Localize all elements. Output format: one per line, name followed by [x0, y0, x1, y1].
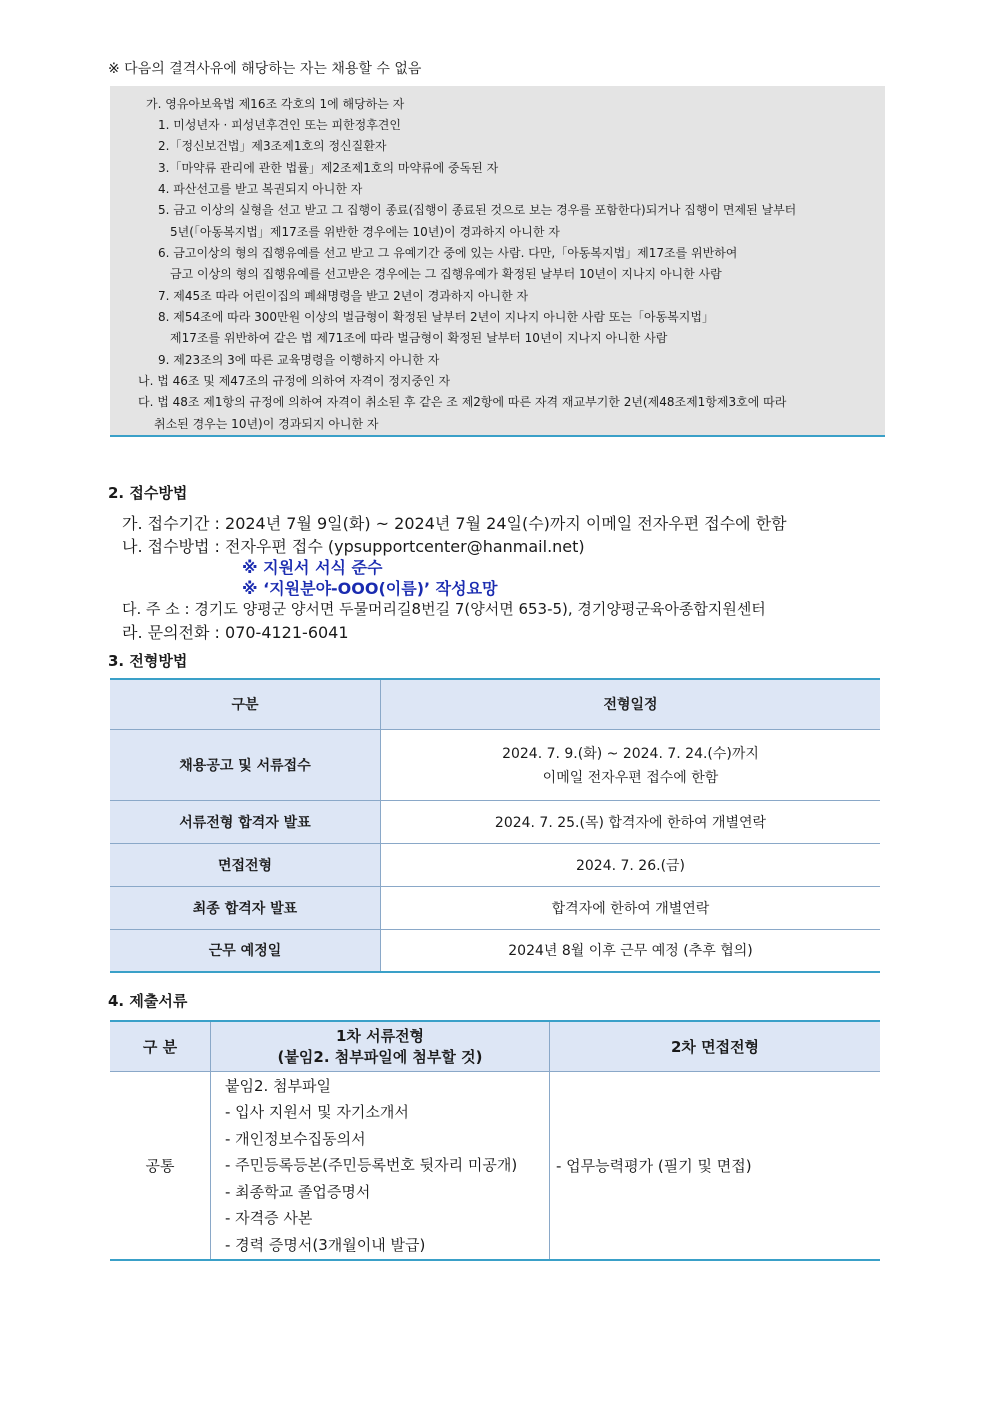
- header-cell: 구 분: [110, 1021, 211, 1071]
- interview-cell: - 업무능력평가 (필기 및 면접): [550, 1071, 881, 1260]
- list-item: - 경력 증명서(3개월이내 발급): [225, 1235, 426, 1254]
- header-cell: [211, 1021, 550, 1071]
- documents-list: [225, 1073, 548, 1259]
- disq-line: 9. 제23조의 3에 따른 교육명령을 이행하지 아니한 자: [158, 353, 440, 367]
- form-note: ※ 지원서 서식 준수: [242, 558, 383, 577]
- disq-line: 취소된 경우는 10년)이 경과되지 아니한 자: [154, 417, 379, 431]
- section2-title: 2. 접수방법: [108, 484, 188, 502]
- row-label: 면접전형: [110, 843, 381, 886]
- row-label: 채용공고 및 서류접수: [110, 729, 381, 800]
- table-row: [110, 929, 880, 972]
- list-item: - 입사 지원서 및 자기소개서: [225, 1103, 409, 1121]
- table-row: [110, 886, 880, 929]
- disq-line: 2.「정신보건법」제3조제1호의 정신질환자: [158, 139, 387, 153]
- table-row: [110, 729, 880, 800]
- documents-table: [110, 1020, 880, 1261]
- row-label: 서류전형 합격자 발표: [110, 800, 381, 843]
- row-label: 공통: [110, 1071, 211, 1260]
- disq-line: 6. 금고이상의 형의 집행유예를 선고 받고 그 유예기간 중에 있는 사람. 다만,「아동복지법」제17조를 위반하여: [158, 246, 738, 260]
- documents-list-cell: [211, 1071, 550, 1260]
- disq-line: 7. 제45조 따라 어린이집의 폐쇄명령을 받고 2년이 경과하지 아니한 자: [158, 289, 529, 303]
- disq-line: 제17조를 위반하여 같은 법 제71조에 따라 벌금형이 확정된 날부터 10년이 지나지 아니한 사람: [170, 331, 668, 345]
- list-item: - 최종학교 졸업증명서: [225, 1182, 371, 1201]
- header-cell: 구분: [110, 679, 381, 729]
- table-row: [110, 1071, 880, 1260]
- row-label: 근무 예정일: [110, 929, 381, 972]
- disq-line: 8. 제54조에 따라 300만원 이상의 벌금형이 확정된 날부터 2년이 지나지 아니한 사람 또는「아동복지법」: [158, 310, 714, 324]
- disq-line: 다. 법 48조 제1항의 규정에 의하여 자격이 취소된 후 같은 조 제2항에 따른 자격 재교부기한 2년(제48조제1항제3호에 따라: [138, 395, 787, 409]
- receipt-method: 나. 접수방법 : 전자우편 접수 (ypsupportcenter@hanmail.net): [122, 537, 585, 556]
- header-line: (붙임2. 첨부파일에 첨부할 것): [277, 1048, 483, 1067]
- list-item: - 주민등록등본(주민등록번호 뒷자리 미공개): [225, 1156, 518, 1174]
- disq-line: 4. 파산선고를 받고 복권되지 아니한 자: [158, 182, 363, 196]
- row-label: 최종 합격자 발표: [110, 886, 381, 929]
- header-cell: 2차 면접전형: [550, 1021, 881, 1071]
- subject-note: ※ ‘지원분야-OOO(이름)’ 작성요망: [242, 579, 498, 598]
- row-value: 2024. 7. 26.(금): [381, 843, 881, 886]
- disq-line: 3.「마약류 관리에 관한 법률」제2조제1호의 마약류에 중독된 자: [158, 161, 499, 175]
- table-header-row: [110, 1021, 880, 1071]
- schedule-table: [110, 678, 880, 973]
- disqualification-box: [110, 86, 885, 437]
- table-row: [110, 800, 880, 843]
- table-row: [110, 843, 880, 886]
- phone: 라. 문의전화 : 070-4121-6041: [122, 623, 349, 642]
- section3-title: 3. 전형방법: [108, 652, 188, 670]
- section4-title: 4. 제출서류: [108, 992, 188, 1010]
- list-item: 붙임2. 첨부파일: [225, 1076, 332, 1095]
- row-value-line: 2024. 7. 9.(화) ~ 2024. 7. 24.(수)까지: [502, 745, 759, 762]
- row-value: 2024. 7. 25.(목) 합격자에 한하여 개별연락: [381, 800, 881, 843]
- disq-line: 1. 미성년자 · 피성년후견인 또는 피한정후견인: [158, 118, 401, 132]
- table-header-row: [110, 679, 880, 729]
- list-item: - 자격증 사본: [225, 1209, 313, 1227]
- disq-line: 나. 법 46조 및 제47조의 규정에 의하여 자격이 정지중인 자: [138, 374, 451, 388]
- header-cell: 전형일정: [381, 679, 881, 729]
- row-value: 2024년 8월 이후 근무 예정 (추후 협의): [381, 929, 881, 972]
- disq-line: 금고 이상의 형의 집행유예를 선고받은 경우에는 그 집행유예가 확정된 날부터 10년이 지나지 아니한 사람: [170, 267, 722, 281]
- disqualification-note: ※ 다음의 결격사유에 해당하는 자는 채용할 수 없음: [108, 61, 422, 77]
- list-item: - 개인정보수집동의서: [225, 1129, 366, 1148]
- row-value-line: 이메일 전자우편 접수에 한함: [542, 769, 719, 786]
- header-line: 1차 서류전형: [335, 1027, 425, 1046]
- disq-line: 5. 금고 이상의 실형을 선고 받고 그 집행이 종료(집행이 종료된 것으로 보는 경우를 포함한다)되거나 집행이 면제된 날부터: [158, 203, 797, 217]
- disq-line: 5년(「아동복지법」제17조를 위반한 경우에는 10년)이 경과하지 아니한 자: [170, 225, 560, 239]
- address: 다. 주 소 : 경기도 양평군 양서면 두물머리길8번길 7(양서면 653-5), 경기양평군육아종합지원센터: [122, 600, 766, 618]
- disq-line: 가. 영유아보육법 제16조 각호의 1에 해당하는 자: [146, 97, 405, 111]
- row-value: 합격자에 한하여 개별연락: [381, 886, 881, 929]
- row-value: [381, 729, 881, 800]
- receipt-period: 가. 접수기간 : 2024년 7월 9일(화) ~ 2024년 7월 24일(수)까지 이메일 전자우편 접수에 한함: [122, 514, 787, 533]
